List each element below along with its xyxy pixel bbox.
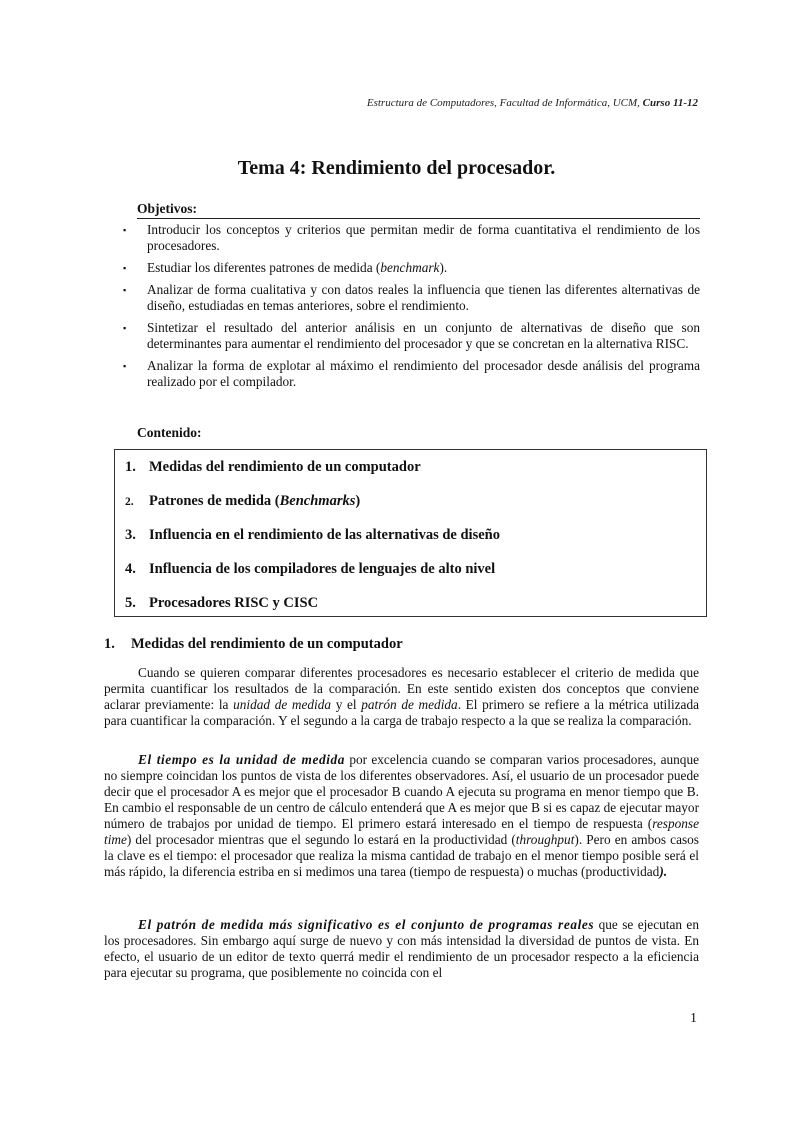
list-item: [120, 222, 700, 254]
paragraph-1: [104, 665, 699, 729]
objective-text: Sintetizar el resultado del anterior análisis en un conjunto de alternativas de diseño que son determinantes para aumentar el rendimiento del procesador y que se concretan en la alternativa RISC.: [147, 320, 700, 351]
paragraph-emphasis: ).: [659, 864, 668, 879]
paragraph-emphasis: throughput: [515, 832, 575, 847]
section-title: Medidas del rendimiento de un computador: [131, 636, 403, 652]
objectives-list: [120, 222, 700, 396]
list-item: [120, 358, 700, 390]
paragraph-text: que se ejecutan en los procesadores. Sin embargo aquí surge de nuevo y con más intensidad la diversidad de puntos de vista. En efecto, el usuario de un editor de texto querrá medir el rendimiento de un procesador respecto a la eficiencia para ejecutar su programa, que posiblemente no coincida con el: [104, 917, 699, 980]
toc-text: Influencia en el rendimiento de las alternativas de diseño: [149, 527, 500, 543]
list-item: [120, 260, 700, 276]
toc-text-end: ): [355, 493, 361, 509]
toc-number: 1.: [125, 459, 136, 475]
course-label: Curso 11-12: [642, 97, 698, 109]
paragraph-emphasis: unidad de medida: [233, 697, 332, 712]
section-heading: [104, 636, 403, 653]
bullet-icon: ▪: [123, 323, 127, 333]
bullet-icon: ▪: [123, 263, 127, 273]
paragraph-2: [104, 752, 699, 880]
objective-text: Estudiar los diferentes patrones de medida (: [147, 260, 381, 275]
toc-item: [125, 527, 500, 544]
objective-emphasis: benchmark: [380, 260, 440, 275]
toc-text: Procesadores RISC y CISC: [149, 595, 319, 611]
objectives-label: Objetivos:: [137, 201, 700, 219]
objective-text-end: ).: [439, 260, 448, 275]
paragraph-text: y el: [331, 697, 362, 712]
toc-text: Patrones de medida (: [149, 493, 280, 509]
contents-label: Contenido:: [137, 425, 202, 440]
paragraph-lead: El tiempo es la unidad de medida: [138, 752, 345, 767]
toc-number: 4.: [125, 561, 136, 577]
section-number: 1.: [104, 636, 115, 652]
paragraph-text: ). Pero en ambos casos la clave es el tiempo: el procesador que realiza la misma cantidad de trabajo en el menor tiempo posible será el más rápido, la diferencia estriba en si medimos una tarea (tiempo de respuesta) o muchas (productividad: [104, 832, 699, 879]
toc-number: 3.: [125, 527, 136, 543]
paragraph-text: ) del procesador mientras que el segundo lo estará en la productividad (: [126, 832, 516, 847]
paragraph-text: Cuando se quieren comparar diferentes procesadores es necesario establecer el criterio de medida que permita cuantificar los resultados de la comparación. En este sentido existen dos conceptos que conviene aclarar previamente: la: [104, 665, 699, 712]
objective-text: Introducir los conceptos y criterios que permitan medir de forma cuantitativa el rendimiento de los procesadores.: [147, 222, 700, 253]
bullet-icon: ▪: [123, 285, 127, 295]
toc-item: [125, 493, 360, 510]
objective-text: Analizar la forma de explotar al máximo el rendimiento del procesador desde análisis del programa realizado por el compilador.: [147, 358, 700, 389]
toc-text: Medidas del rendimiento de un computador: [149, 459, 421, 475]
objective-text: Analizar de forma cualitativa y con datos reales la influencia que tienen las diferentes alternativas de diseño, estudiadas en temas anteriores, sobre el rendimiento.: [147, 282, 700, 313]
list-item: [120, 320, 700, 352]
toc-item: [125, 595, 318, 612]
page-number: 1: [690, 1011, 697, 1026]
toc-text: Influencia de los compiladores de lenguajes de alto nivel: [149, 561, 496, 577]
paragraph-emphasis: patrón de medida: [361, 697, 458, 712]
table-of-contents: [114, 449, 707, 617]
toc-number: 5.: [125, 595, 136, 611]
paragraph-3: [104, 917, 699, 981]
running-header: [367, 97, 698, 109]
list-item: [120, 282, 700, 314]
paragraph-text: por excelencia cuando se comparan varios procesadores, aunque no siempre coincidan los puntos de vista de los diferentes observadores. Así, el usuario de un procesador puede decir que el procesador A es mejor que el procesador B cuando A ejecuta su programa en menor tiempo que B. En cambio el responsable de un centro de cálculo entenderá que A es mejor que B si es capaz de ejecutar mayor número de trabajos por unidad de tiempo. El primero estará interesado en el tiempo de respuesta (: [104, 752, 699, 831]
paragraph-lead: El patrón de medida más significativo es el conjunto de programas reales: [138, 917, 595, 932]
paragraph-text: . El primero se refiere a la métrica utilizada para cuantificar la comparación. Y el segundo a la carga de trabajo respecto a la que se realiza la comparación.: [104, 697, 699, 728]
running-header-text: Estructura de Computadores, Facultad de Informática, UCM,: [366, 97, 643, 109]
toc-item: [125, 459, 421, 476]
toc-number: 2.: [125, 496, 134, 508]
toc-emphasis: Benchmarks: [279, 493, 356, 509]
toc-item: [125, 561, 495, 578]
bullet-icon: ▪: [123, 361, 127, 371]
bullet-icon: ▪: [123, 225, 127, 235]
page-title: Tema 4: Rendimiento del procesador.: [237, 157, 556, 179]
paragraph-emphasis: response time: [104, 816, 699, 847]
